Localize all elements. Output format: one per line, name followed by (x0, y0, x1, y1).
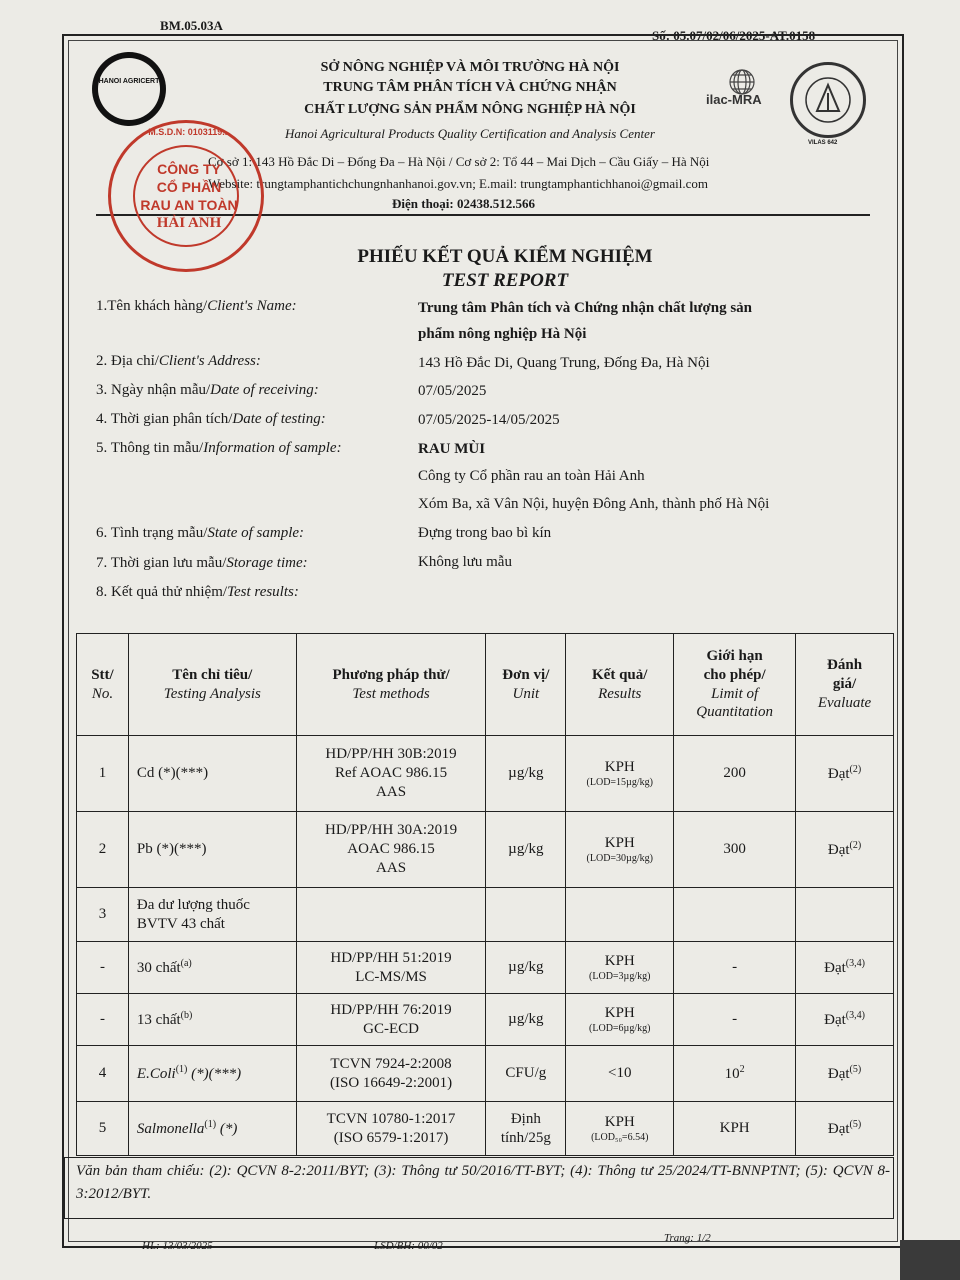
client-value-2: phẩm nông nghiệp Hà Nội (418, 326, 587, 342)
sample-company: Công ty Cổ phần rau an toàn Hải Anh (418, 468, 645, 484)
table-cell: <10 (566, 1046, 674, 1102)
receiving-label: 3. Ngày nhận mẫu/Date of receiving: (96, 382, 319, 398)
table-cell: Cd (*)(***) (128, 736, 296, 812)
table-cell: TCVN 10780-1:2017 (ISO 6579-1:2017) (296, 1102, 486, 1156)
table-cell: KPH (674, 1102, 796, 1156)
ilac-mra-logo-icon (706, 66, 778, 116)
table-cell: KPH (LOD₅₀=6.54) (566, 1102, 674, 1156)
address-label: 2. Địa chỉ/Client's Address: (96, 353, 261, 369)
state-label: 6. Tình trạng mẫu/State of sample: (96, 525, 305, 541)
table-cell: 5 (77, 1102, 129, 1156)
org-line-1: SỞ NÔNG NGHIỆP VÀ MÔI TRƯỜNG HÀ NỘI (320, 60, 620, 75)
results-table (76, 633, 894, 1156)
accreditation-seal-icon (790, 62, 866, 138)
table-cell (486, 888, 566, 942)
table-cell: E.Coli$^{(1)}$ (*)(***) (128, 1046, 296, 1102)
table-cell: TCVN 7924-2:2008 (ISO 16649-2:2001) (296, 1046, 486, 1102)
table-cell: 13 chất$^{(b)}$ (128, 994, 296, 1046)
table-cell: CFU/g (486, 1046, 566, 1102)
table-cell: - (77, 994, 129, 1046)
table-cell: 2 (77, 812, 129, 888)
table-cell: 300 (674, 812, 796, 888)
table-cell: KPH (LOD=30µg/kg) (566, 812, 674, 888)
header-unit: Đơn vị/ Unit (486, 634, 566, 736)
table-cell: µg/kg (486, 736, 566, 812)
table-header-row (77, 634, 894, 736)
table-cell: - (77, 942, 129, 994)
table-cell: KPH (LOD=3µg/kg) (566, 942, 674, 994)
table-cell: - (674, 942, 796, 994)
table-cell: Pb (*)(***) (128, 812, 296, 888)
table-cell: KPH (LOD=6µg/kg) (566, 994, 674, 1046)
table-cell: Đạt$^{(5)}$ (796, 1046, 894, 1102)
table-cell (296, 888, 486, 942)
storage-label: 7. Thời gian lưu mẫu/Storage time: (96, 555, 308, 571)
table-cell (796, 888, 894, 942)
table-cell: µg/kg (486, 812, 566, 888)
sample-value: RAU MÙI (418, 441, 486, 457)
footer-page: Trang: 1/2 (664, 1232, 711, 1244)
table-cell: Đạt$^{(5)}$ (796, 1102, 894, 1156)
table-cell: Đạt$^{(3,4)}$ (796, 942, 894, 994)
table-row (77, 942, 894, 994)
org-website-email: Website: trungtamphantichchungnhanhanoi.gov.vn; E.mail: trungtamphantichhanoi@gmail.com (208, 176, 708, 191)
document-number: Số: 05.07/02/06/2025-AT.0158 (652, 28, 816, 43)
results-label: 8. Kết quả thử nhiệm/Test results: (96, 584, 299, 600)
table-row (77, 736, 894, 812)
sample-label: 5. Thông tin mẫu/Information of sample: (96, 440, 342, 456)
testing-label: 4. Thời gian phân tích/Date of testing: (96, 411, 326, 427)
table-cell: HD/PP/HH 76:2019 GC-ECD (296, 994, 486, 1046)
table-row (77, 888, 894, 942)
vilas-number: VILAS 642 (808, 140, 838, 146)
header-no: Stt/ No. (77, 634, 129, 736)
table-cell (674, 888, 796, 942)
table-cell: µg/kg (486, 942, 566, 994)
table-row (77, 994, 894, 1046)
header-analysis: Tên chỉ tiêu/ Testing Analysis (128, 634, 296, 736)
table-cell: Đạt$^{(2)}$ (796, 736, 894, 812)
sample-address: Xóm Ba, xã Vân Nội, huyện Đông Anh, thành phố Hà Nội (418, 496, 770, 512)
table-cell: Đa dư lượng thuốc BVTV 43 chất (128, 888, 296, 942)
reference-text: Văn bản tham chiếu: (2): QCVN 8-2:2011/BYT; (3): Thông tư 50/2016/TT-BYT; (4): Thông tư 25/2024/TT-BNNPTNT; (5): QCVN 8-3:2012/BYT. (76, 1163, 890, 1203)
receiving-value: 07/05/2025 (418, 383, 487, 399)
address-value: 143 Hồ Đắc Di, Quang Trung, Đống Đa, Hà Nội (418, 355, 710, 371)
table-cell (566, 888, 674, 942)
table-row (77, 812, 894, 888)
table-row (77, 1046, 894, 1102)
client-value-1: Trung tâm Phân tích và Chứng nhận chất lượng sản (418, 300, 753, 316)
background-corner (900, 1240, 960, 1280)
table-cell: HD/PP/HH 30A:2019 AOAC 986.15 AAS (296, 812, 486, 888)
table-cell: - (674, 994, 796, 1046)
header-limit: Giới hạn cho phép/ Limit of Quantitation (674, 634, 796, 736)
org-address: Cơ sở 1: 143 Hồ Đắc Di – Đống Đa – Hà Nội / Cơ sở 2: Tổ 44 – Mai Dịch – Cầu Giấy – Hà Nội (208, 154, 710, 169)
table-cell: $10^2$ (674, 1046, 796, 1102)
report-title: PHIẾU KẾT QUẢ KIỂM NGHIỆM (357, 246, 653, 267)
footer-hl: HL: 13/03/2025 (142, 1240, 213, 1252)
report-title-english: TEST REPORT (441, 270, 569, 291)
table-cell: 4 (77, 1046, 129, 1102)
testing-value: 07/05/2025-14/05/2025 (418, 412, 560, 428)
agricert-logo: HANOI AGRICERT (92, 52, 166, 126)
table-cell: KPH (LOD=15µg/kg) (566, 736, 674, 812)
company-stamp: M.S.D.N: 0103119... CÔNG TY CỔ PHẦN RAU AN TOÀN HẢI ANH (108, 120, 264, 272)
header-evaluate: Đánh giá/ Evaluate (796, 634, 894, 736)
state-value: Đựng trong bao bì kín (418, 525, 552, 541)
org-phone: Điện thoại: 02438.512.566 (392, 196, 535, 211)
table-cell: HD/PP/HH 30B:2019 Ref AOAC 986.15 AAS (296, 736, 486, 812)
table-cell: Salmonella$^{(1)}$ (*) (128, 1102, 296, 1156)
table-cell: HD/PP/HH 51:2019 LC-MS/MS (296, 942, 486, 994)
table-cell: Định tính/25g (486, 1102, 566, 1156)
header-result: Kết quả/ Results (566, 634, 674, 736)
table-cell: 30 chất$^{(a)}$ (128, 942, 296, 994)
client-label: 1.Tên khách hàng/Client's Name: (96, 298, 297, 314)
table-row (77, 1102, 894, 1156)
form-code: BM.05.03A (160, 18, 223, 33)
header-method: Phương pháp thử/ Test methods (296, 634, 486, 736)
table-cell: Đạt$^{(2)}$ (796, 812, 894, 888)
org-line-3: CHẤT LƯỢNG SẢN PHẨM NÔNG NGHIỆP HÀ NỘI (304, 102, 636, 117)
org-name-english: Hanoi Agricultural Products Quality Certification and Analysis Center (285, 126, 655, 141)
table-cell: 1 (77, 736, 129, 812)
table-cell: µg/kg (486, 994, 566, 1046)
table-cell: 3 (77, 888, 129, 942)
ilac-mra-label: ilac-MRA (706, 92, 762, 107)
footer-lsd: LSD/BH: 00/02 (374, 1240, 443, 1252)
org-line-2: TRUNG TÂM PHÂN TÍCH VÀ CHỨNG NHẬN (323, 80, 617, 95)
table-cell: Đạt$^{(3,4)}$ (796, 994, 894, 1046)
table-cell: 200 (674, 736, 796, 812)
storage-value: Không lưu mẫu (418, 554, 512, 570)
